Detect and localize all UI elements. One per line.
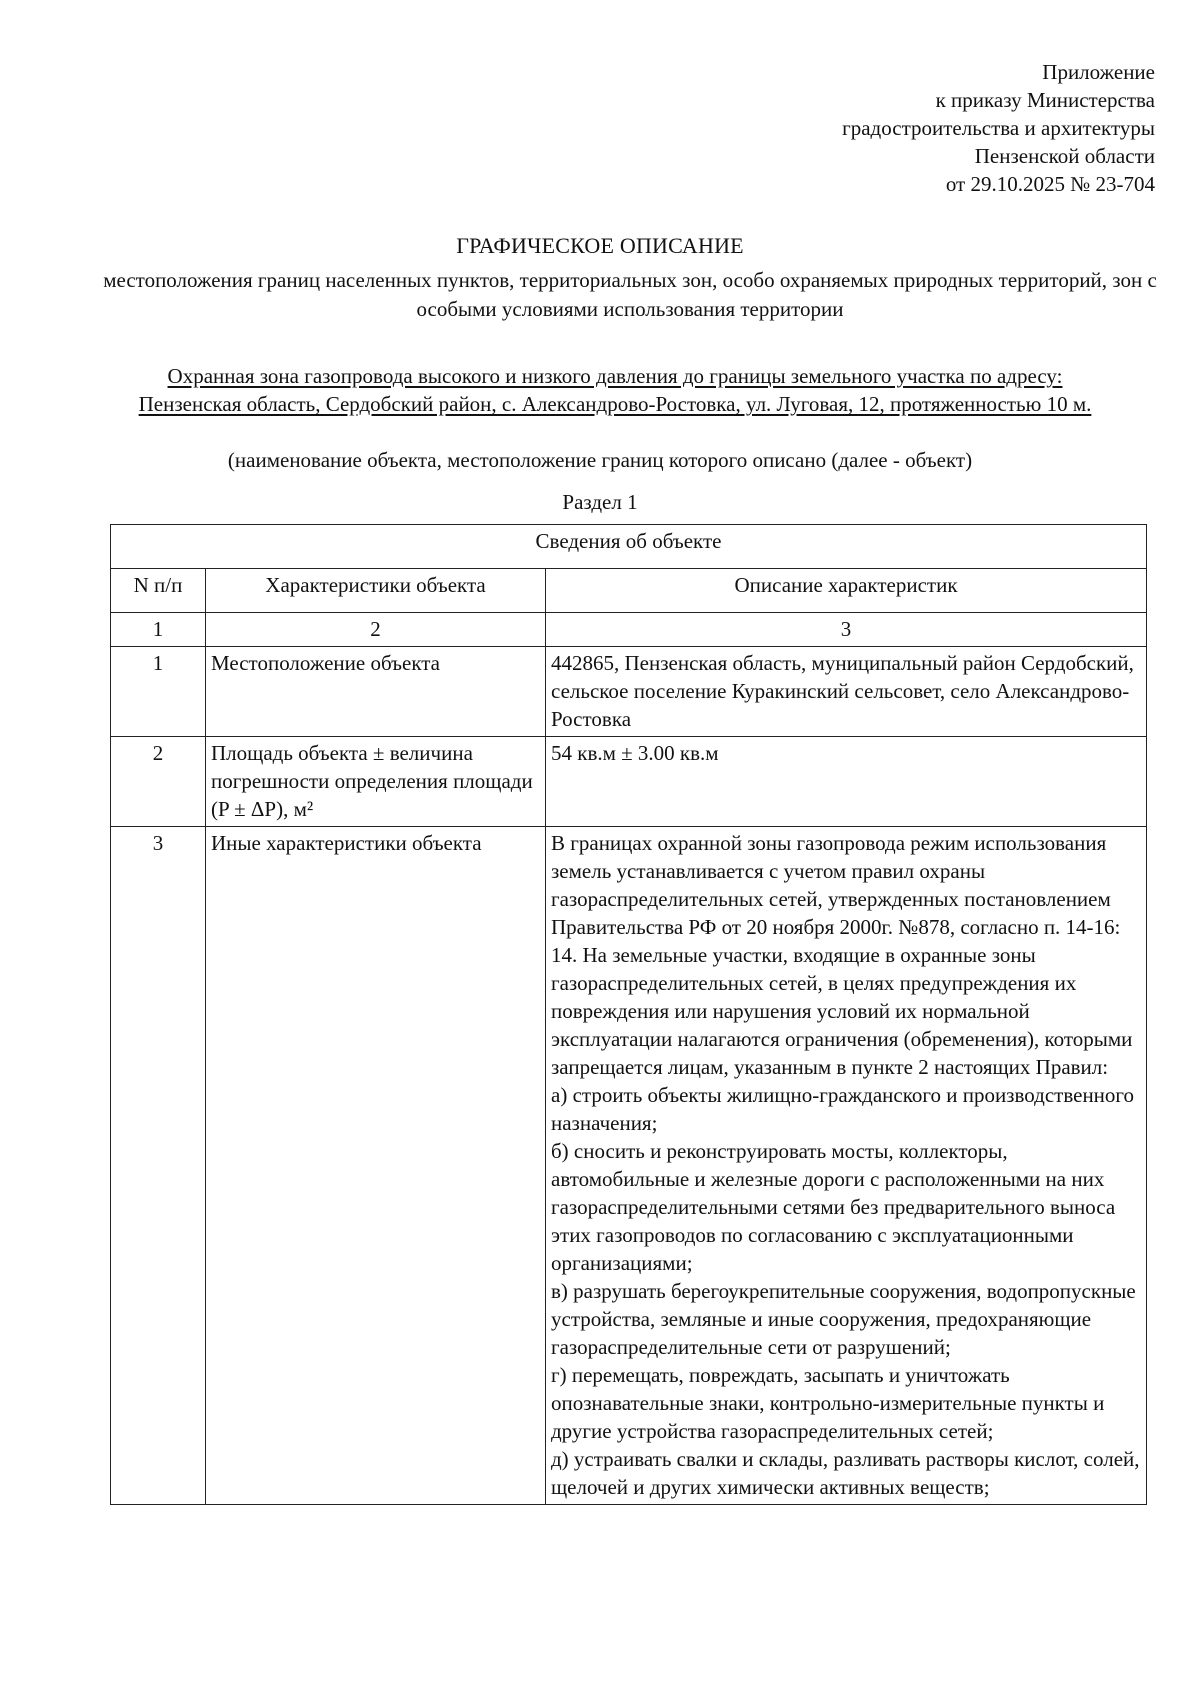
table-row xyxy=(111,827,1147,1505)
section-label: Раздел 1 xyxy=(562,490,638,514)
appendix-line: Пензенской области xyxy=(974,144,1155,168)
header-characteristic: Характеристики объекта xyxy=(206,569,546,613)
document-subtitle: местоположения границ населенных пунктов, территориальных зон, особо охраняемых природных территорий, зон с особыми условиями использования территории xyxy=(103,268,1157,321)
description-paragraph: д) устраивать свалки и склады, разливать растворы кислот, солей, щелочей и других химически активных веществ; xyxy=(551,1447,1140,1499)
object-name xyxy=(130,362,1100,418)
appendix-line: градостроительства и архитектуры xyxy=(842,116,1155,140)
description-paragraph: в) разрушать берегоукрепительные сооружения, водопропускные устройства, земляные и иные сооружения, предохраняющие газораспределительные сети от разрушений; xyxy=(551,1279,1136,1359)
column-number: 3 xyxy=(546,613,1147,647)
object-note: (наименование объекта, местоположение границ которого описано (далее - объект) xyxy=(227,448,973,472)
description-paragraph: 54 кв.м ± 3.00 кв.м xyxy=(551,741,719,765)
row-num: 2 xyxy=(111,737,206,827)
table-row xyxy=(111,647,1147,737)
row-num: 1 xyxy=(111,647,206,737)
object-info-table xyxy=(110,524,1147,1505)
appendix-line: Приложение xyxy=(1042,60,1155,84)
appendix-block xyxy=(842,58,1155,198)
description-paragraph: г) перемещать, повреждать, засыпать и уничтожать опознавательные знаки, контрольно-измерительные пункты и другие устройства газораспределительных сетей; xyxy=(551,1363,1105,1443)
row-characteristic: Площадь объекта ± величина погрешности определения площади (P ± ΔP), м² xyxy=(206,737,546,827)
header-num: N п/п xyxy=(111,569,206,613)
description-paragraph: а) строить объекты жилищно-гражданского и производственного назначения; xyxy=(551,1083,1135,1135)
row-characteristic: Иные характеристики объекта xyxy=(206,827,546,1505)
row-description xyxy=(546,827,1147,1505)
object-name-text: Охранная зона газопровода высокого и низкого давления до границы земельного участка по адресу: Пензенская область, Сердобский район, с. Александрово-Ростовка, ул. Луговая, 12, протяженностью 10 м. xyxy=(138,364,1092,416)
description-paragraph: В границах охранной зоны газопровода режим использования земель устанавливается с учетом правил охраны газораспределительных сетей, утвержденных постановлением Правительства РФ от 20 ноября 2000г. №878, согласно п. 14-16: xyxy=(551,831,1121,939)
description-paragraph: б) сносить и реконструировать мосты, коллекторы, автомобильные и железные дороги с расположенными на них газораспределительными сетями без предварительного выноса этих газопроводов по согласованию с эксплуатационными организациями; xyxy=(551,1139,1116,1275)
column-number: 1 xyxy=(111,613,206,647)
row-num: 3 xyxy=(111,827,206,1505)
table-caption: Сведения об объекте xyxy=(111,525,1147,569)
row-description xyxy=(546,737,1147,827)
description-paragraph: 14. На земельные участки, входящие в охранные зоны газораспределительных сетей, в целях предупреждения их повреждения или нарушения условий их нормальной эксплуатации налагаются ограничения (обременения), которыми запрещается лицам, указанным в пункте 2 настоящих Правил: xyxy=(551,943,1133,1079)
column-number: 2 xyxy=(206,613,546,647)
row-description xyxy=(546,647,1147,737)
header-description: Описание характеристик xyxy=(546,569,1147,613)
appendix-line: к приказу Министерства xyxy=(935,88,1155,112)
table-row xyxy=(111,737,1147,827)
row-characteristic: Местоположение объекта xyxy=(206,647,546,737)
document-title: ГРАФИЧЕСКОЕ ОПИСАНИЕ xyxy=(456,233,744,258)
appendix-line: от 29.10.2025 № 23-704 xyxy=(945,172,1155,196)
table-header-row xyxy=(111,569,1147,613)
description-paragraph: 442865, Пензенская область, муниципальный район Сердобский, сельское поселение Куракинский сельсовет, село Александрово-Ростовка xyxy=(551,651,1134,731)
table-caption-row xyxy=(111,525,1147,569)
column-number-row xyxy=(111,613,1147,647)
